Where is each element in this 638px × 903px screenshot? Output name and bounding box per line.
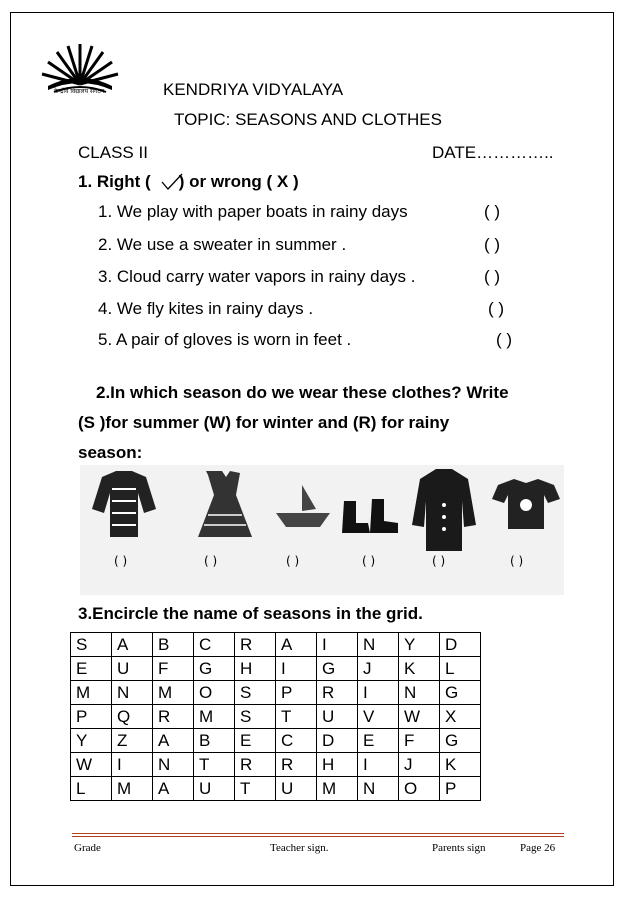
logo-caption: केन्द्रीय विद्यालय संगठन [53,88,105,95]
grid-cell[interactable]: N [153,753,194,777]
grid-cell[interactable]: R [235,753,276,777]
grid-cell[interactable]: S [235,681,276,705]
question-2-line-1: 2.In which season do we wear these clothes? Write [96,383,509,402]
footer-divider-secondary [72,836,564,837]
q1-answer-blank: ( ) [496,330,513,349]
q1-answer-blank: ( ) [484,202,501,221]
grid-cell[interactable]: O [399,777,440,801]
answer-blank: ( ) [204,554,218,568]
grid-cell[interactable]: E [235,729,276,753]
grid-cell[interactable]: D [317,729,358,753]
grid-cell[interactable]: L [440,657,481,681]
grid-cell[interactable]: K [440,753,481,777]
grid-cell[interactable]: H [317,753,358,777]
grid-cell[interactable]: N [112,681,153,705]
grid-cell[interactable]: M [194,705,235,729]
grid-cell[interactable]: G [317,657,358,681]
school-name: KENDRIYA VIDYALAYA [163,80,344,99]
answer-blank: ( ) [286,554,300,568]
answer-blank: ( ) [362,554,376,568]
grid-cell[interactable]: V [358,705,399,729]
grid-cell[interactable]: Y [71,729,112,753]
grid-cell[interactable]: P [71,705,112,729]
grid-cell[interactable]: H [235,657,276,681]
kvs-logo-icon [34,34,126,108]
grid-cell[interactable]: I [358,681,399,705]
boat-icon [276,485,330,527]
grid-cell[interactable]: F [153,657,194,681]
grid-cell[interactable]: J [358,657,399,681]
grid-cell[interactable]: A [153,729,194,753]
grid-cell[interactable]: M [71,681,112,705]
footer-parents-sign: Parents sign [432,842,486,854]
grid-row [71,681,481,705]
grid-cell[interactable]: W [71,753,112,777]
q1-answer-blank: ( ) [484,267,501,286]
grid-cell[interactable]: J [399,753,440,777]
grid-cell[interactable]: U [317,705,358,729]
q1-answer-blank: ( ) [484,235,501,254]
grid-cell[interactable]: N [399,681,440,705]
grid-cell[interactable]: N [358,777,399,801]
tshirt-icon [492,479,560,529]
grid-cell[interactable]: A [153,777,194,801]
grid-cell[interactable]: T [235,777,276,801]
q1-answer-blank: ( ) [488,299,505,318]
grid-cell[interactable]: F [399,729,440,753]
grid-cell[interactable]: X [440,705,481,729]
q1-item: 4. We fly kites in rainy days . [98,299,314,318]
grid-cell[interactable]: M [317,777,358,801]
grid-cell[interactable]: Q [112,705,153,729]
grid-cell[interactable]: D [440,633,481,657]
grid-cell[interactable]: W [399,705,440,729]
grid-cell[interactable]: M [112,777,153,801]
answer-blank: ( ) [510,554,524,568]
grid-row [71,753,481,777]
grid-row [71,657,481,681]
grid-cell[interactable]: S [71,633,112,657]
footer-teacher-sign: Teacher sign. [270,842,329,854]
grid-cell[interactable]: A [276,633,317,657]
answer-blank: ( ) [432,554,446,568]
class-label: CLASS II [78,143,148,162]
checkmark-icon [158,172,184,192]
q1-item: 5. A pair of gloves is worn in feet . [98,330,352,349]
q1-item: 2. We use a sweater in summer . [98,235,347,254]
question-2-line-2: (S )for summer (W) for winter and (R) for rainy [78,413,450,432]
grid-cell[interactable]: U [194,777,235,801]
clothes-image-strip [80,465,564,595]
answer-blank: ( ) [114,554,128,568]
grid-cell[interactable]: K [399,657,440,681]
q1-title-post: ) or wrong ( X ) [178,172,299,191]
grid-cell[interactable]: R [153,705,194,729]
sweater-icon [92,471,156,537]
grid-cell[interactable]: I [358,753,399,777]
grid-cell[interactable]: B [194,729,235,753]
grid-row [71,633,481,657]
grid-cell[interactable]: E [358,729,399,753]
grid-cell[interactable]: E [71,657,112,681]
grid-cell[interactable]: I [317,633,358,657]
grid-cell[interactable]: P [440,777,481,801]
grid-cell[interactable]: I [112,753,153,777]
question-3-title: 3.Encircle the name of seasons in the grid. [78,604,423,623]
letter-grid [70,632,481,801]
grid-cell[interactable]: B [153,633,194,657]
grid-cell[interactable]: G [440,729,481,753]
grid-cell[interactable]: S [235,705,276,729]
footer-divider [72,833,564,834]
question-1-title [78,172,299,192]
grid-cell[interactable]: R [317,681,358,705]
grid-row [71,705,481,729]
grid-cell[interactable]: O [194,681,235,705]
grid-cell[interactable]: Z [112,729,153,753]
footer-page-number: Page 26 [520,842,556,854]
grid-cell[interactable]: Y [399,633,440,657]
coat-icon [412,469,476,551]
grid-cell[interactable]: A [112,633,153,657]
grid-cell[interactable]: G [440,681,481,705]
grid-row [71,729,481,753]
grid-cell[interactable]: P [276,681,317,705]
grid-cell[interactable]: M [153,681,194,705]
grid-cell[interactable]: G [194,657,235,681]
grid-cell[interactable]: R [276,753,317,777]
grid-cell[interactable]: U [112,657,153,681]
grid-cell[interactable]: L [71,777,112,801]
q1-title-pre: 1. Right ( [78,172,151,191]
boots-icon [342,499,398,533]
grid-cell[interactable]: C [276,729,317,753]
q1-item: 3. Cloud carry water vapors in rainy days . [98,267,416,286]
grid-cell[interactable]: N [358,633,399,657]
footer-grade: Grade [74,842,101,854]
question-2-line-3: season: [78,443,143,462]
date-field: DATE………….. [432,143,554,162]
grid-cell[interactable]: U [276,777,317,801]
grid-cell[interactable]: R [235,633,276,657]
topic-title: TOPIC: SEASONS AND CLOTHES [174,110,442,129]
q1-item: 1. We play with paper boats in rainy days [98,202,408,221]
grid-cell[interactable]: T [276,705,317,729]
grid-cell[interactable]: I [276,657,317,681]
grid-row [71,777,481,801]
frock-icon [198,471,252,537]
grid-cell[interactable]: T [194,753,235,777]
grid-cell[interactable]: C [194,633,235,657]
